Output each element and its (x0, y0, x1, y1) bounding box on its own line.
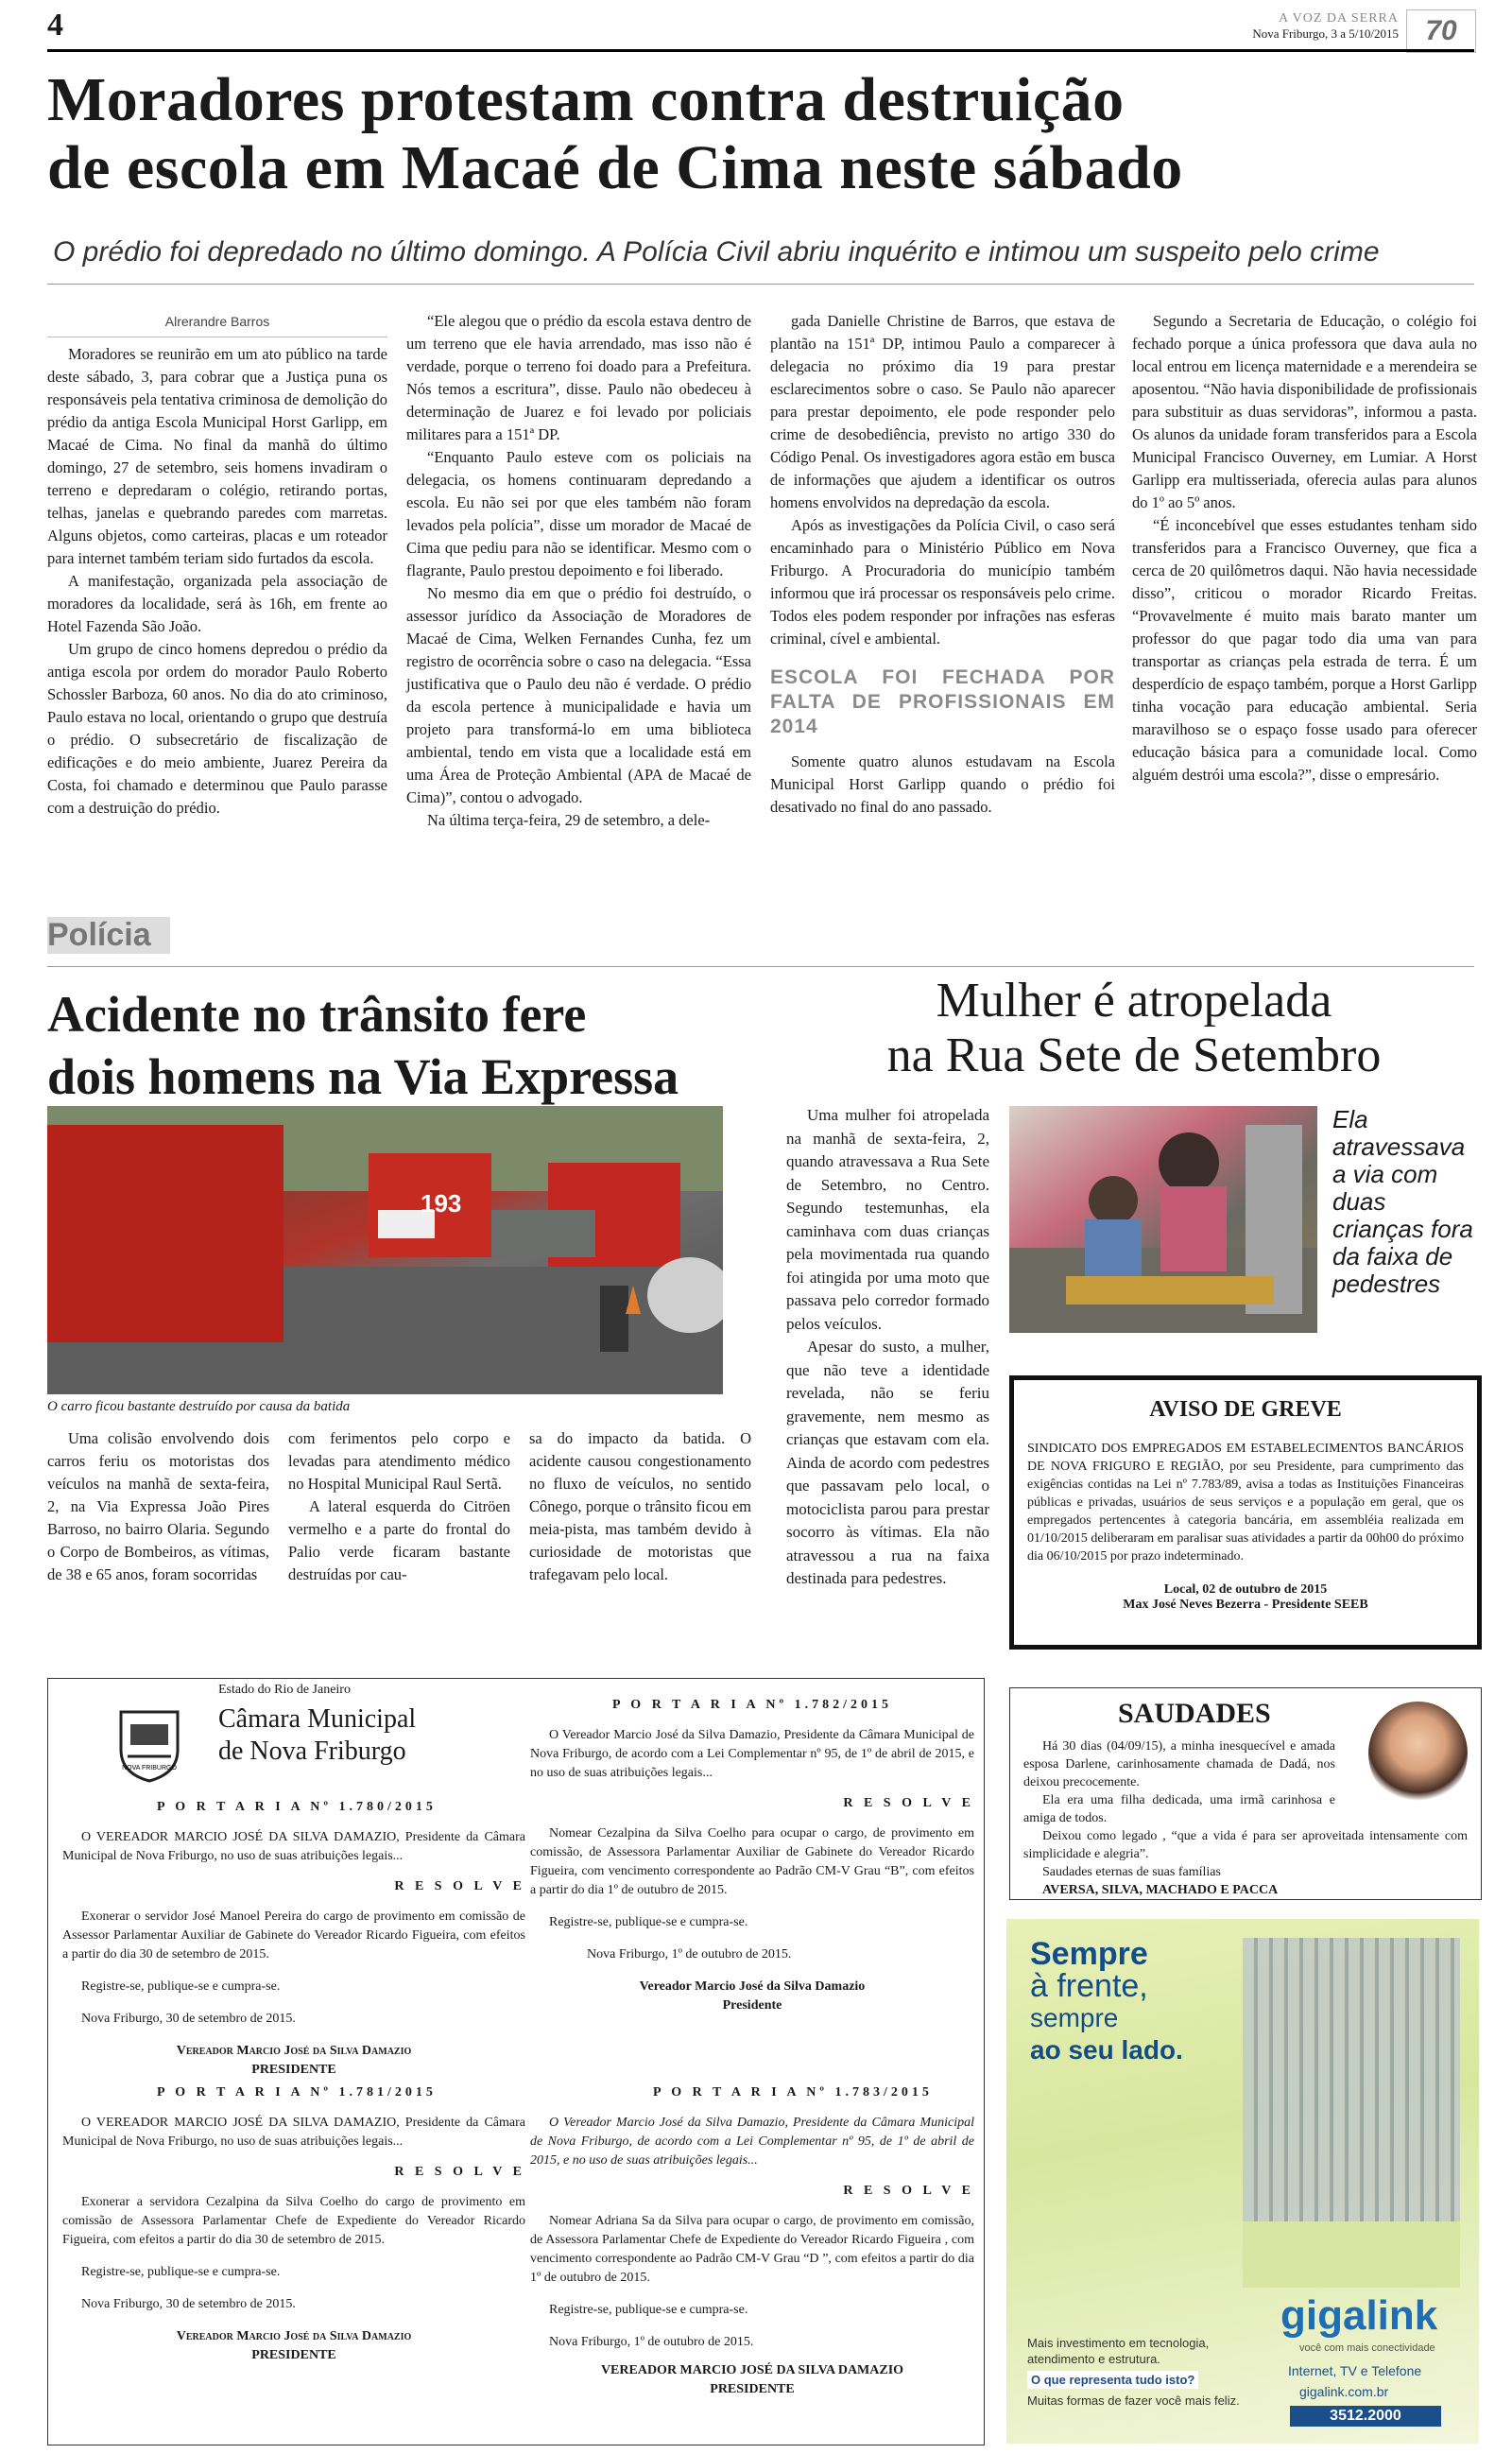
ad-slogan (1030, 1938, 1183, 2066)
state-name: Estado do Rio de Janeiro (218, 1683, 351, 1697)
portaria-1780-body: Exonerar o servidor José Manoel Pereira do cargo de provimento em comissão de Assessor Parlamentar Auxiliar de Gabinete do Vereador Ricardo Figueira, com efeitos a partir do dia 30 de setembro de 2015. (62, 1910, 525, 1961)
strike-notice (1009, 1375, 1482, 1650)
lead-paragraph: “Ele alegou que o prédio da escola estava dentro de um terreno que ele havia arrendado, mas isso não é verdade, porque o terreno foi doado para a Prefeitura. Nós temos a escritura”, disse. Paulo não obedeceu à determinação de Juarez e foi levado por policiais militares para a 151ª DP. (406, 312, 751, 443)
portaria-1783-intro: O Vereador Marcio José da Silva Damazio, Presidente da Câmara Municipal de Nova Friburgo, de acordo com a Lei Complementar nº 95, de 1º de abril de 2015, e no uso de suas atribuições legais... (530, 2116, 974, 2168)
masthead: A VOZ DA SERRA (1279, 11, 1399, 26)
strike-notice-text: SINDICATO DOS EMPREGADOS EM ESTABELECIMENTOS BANCÁRIOS DE NOVA FRIGURO E REGIÃO, por seu Presidente, para cumprimento das exigências contidas na Lei nº 7.783/89, avisa a todas as Instituições Financeiras públicas e privadas, usuários de seus serviços e a população em geral, que os empregados pertencentes à categoria bancária, em assembléia realizada em 01/10/2015 deliberaram em paralisar suas atividades a partir da 00h00 do próximo dia 06/10/2015 por prazo indeterminado. (1027, 1442, 1464, 1564)
portaria-1780-resolve: R E S O L V E (394, 1879, 525, 1893)
portaria-1781-president: PRESIDENTE (251, 2348, 336, 2362)
pedestrian-column (786, 1104, 989, 1591)
ad-grass-image (1243, 2221, 1460, 2288)
ad-brand-logo: gigalink (1280, 2292, 1438, 2339)
strike-notice-signature: Max José Neves Bezerra - Presidente SEEB (1123, 1598, 1368, 1612)
truck-number: 193 (421, 1189, 462, 1218)
pedestrian-paragraph: Apesar do susto, a mulher, que não teve a identidade revelada, não se feriu gravemente, nem mesmo as crianças que estavam com ela. Ainda de acordo com pedestres que passavam pelo local, o motociclista parou para prestar socorro às vítimas. Ela não atravessou a rua na faixa destinada para pedestres. (786, 1338, 989, 1587)
portaria-1782-intro: O Vereador Marcio José da Silva Damazio, Presidente da Câmara Municipal de Nova Friburgo, de acordo com a Lei Complementar nº 95, de 1º de abril de 2015, e no uso de suas atribuições legais... (530, 1728, 974, 1780)
top-rule (47, 49, 1474, 52)
lead-paragraph: “Enquanto Paulo esteve com os policiais na delegacia, os homens continuaram depredando a escola. Eu não sei por que eles também não foram levados pela polícia”, disse um morador de Macaé de Cima que pediu para não se identificar. Mesmo com o flagrante, Paulo prestou depoimento e foi liberado. (406, 448, 751, 579)
portaria-1782-president: Presidente (722, 1998, 782, 2013)
obituary-paragraph: Saudades eternas de suas famílias (1042, 1865, 1221, 1879)
ad-copy-line: Mais investimento em tecnologia, atendimento e estrutura. (1027, 2336, 1210, 2366)
pedestrian-headline (775, 974, 1493, 1083)
lead-paragraph: “É inconcebível que esses estudantes tenham sido transferidos para a Francisco Ouverney, que fica a cerca de 20 quilômetros daqui. Não havia necessidade disso”, criticou o morador Ricardo Freitas. “Provavelmente é muito mais barato manter um professor do que pagar todo dia uma van para transportar as crianças pela estrada de terra. É um desperdício de espaço também, porque a Horst Garlipp tinha vocação para educação ambiental. Seria maravilhoso se o espaço fosse usado para oferecer educação básica para a comunidade local. Como alguém destrói uma escola?”, disse o empresário. (1132, 516, 1477, 784)
ad-copy-line: O que representa tudo isto? (1027, 2371, 1198, 2389)
ad-services: Internet, TV e Telefone (1288, 2363, 1422, 2378)
lead-paragraph: Segundo a Secretaria de Educação, o colégio foi fechado porque a única professora que dava aula no local entrou em licença maternidade e a merendeira se aposentou. “Não havia disponibilidade de profissionais para substituir as duas servidoras”, informou a pasta. Os alunos da unidade foram transferidos para a Escola Municipal Francisco Ouverney, em Lumiar. A Horst Garlipp era multisseriada, oferecia aulas para alunos do 1º ao 5º anos. (1132, 312, 1477, 511)
portaria-1783-body: Nomear Adriana Sa da Silva para ocupar o cargo, de provimento em comissão, de Assessora Parlamentar Chefe de Expediente do Vereador Ricardo Figueira , com vencimento correspondente ao Padrão CM-V Grau “D ”, com efeitos a partir do dia 1º de outubro de 2015. (530, 2214, 974, 2285)
accident-caption: O carro ficou bastante destruído por causa da batida (47, 1399, 351, 1414)
portaria-1781-resolve: R E S O L V E (394, 2165, 525, 2179)
accident-headline-line-2: dois homens na Via Expressa (47, 1048, 679, 1105)
obituary-paragraph: Há 30 dias (04/09/15), a minha inesquecível e amada esposa Darlene, carinhosamente chamada de Dadá, nos deixou precocemente. (1023, 1739, 1335, 1789)
subhead-rule (47, 284, 1474, 285)
strike-notice-title: AVISO DE GREVE (1149, 1397, 1342, 1422)
portaria-1780-date: Nova Friburgo, 30 de setembro de 2015. (81, 2012, 296, 2026)
ad-slogan-line: sempre (1030, 2003, 1119, 2032)
obituary-paragraph: Deixou como legado , “que a vida é para ser aproveitada intensamente com simplicidade e alegria”. (1023, 1829, 1468, 1861)
seal-text: NOVA FRIBURGO (122, 1765, 177, 1771)
portaria-1780-title: P O R T A R I A Nº 1.780/2015 (157, 1800, 437, 1814)
portaria-1780-president: PRESIDENTE (251, 2063, 336, 2077)
byline: Alrerandre Barros (47, 310, 387, 337)
portaria-1783-registre: Registre-se, publique-se e cumpra-se. (549, 2303, 748, 2317)
portaria-1783-title: P O R T A R I A Nº 1.783/2015 (653, 2085, 933, 2100)
portaria-1780-registre: Registre-se, publique-se e cumpra-se. (81, 1979, 281, 1994)
ad-slogan-line: à frente, (1030, 1968, 1148, 2004)
portaria-1783-president: PRESIDENTE (710, 2382, 795, 2396)
portaria-1781-intro: O VEREADOR MARCIO JOSÉ DA SILVA DAMAZIO, Presidente da Câmara Municipal de Nova Friburgo, no uso de suas atribuições legais... (62, 2116, 525, 2149)
ad-phone: 3512.2000 (1290, 2406, 1441, 2427)
lead-paragraph: Um grupo de cinco homens depredou o prédio da antiga escola por ordem do morador Paulo Roberto Schossler Barboza, 60 anos. No dia do ato criminoso, Paulo estava no local, orientando o grupo que destruía o prédio. O subsecretário de fiscalização de edificações e do meio ambiente, Juarez Pereira da Costa, foi chamado e determinou que Paulo parasse com a destruição do prédio. (47, 640, 387, 817)
accident-paragraph: A lateral esquerda do Citröen vermelho e a parte do frontal do Palio verde ficaram bastante destruídas por cau- (288, 1497, 510, 1583)
accident-column-3 (529, 1427, 751, 1586)
accident-headline-line-1: Acidente no trânsito fere (47, 986, 587, 1043)
lead-column-4 (1132, 310, 1477, 786)
obituary-photo (1368, 1702, 1468, 1806)
portaria-1781-signer: Vereador Marcio José da Silva Damazio (176, 2329, 412, 2343)
ad-copy-line: Muitas formas de fazer você mais feliz. (1027, 2394, 1240, 2408)
portaria-1780 (62, 1800, 525, 2080)
ad-slogan-line: ao seu lado. (1030, 2035, 1183, 2065)
accident-paragraph: Uma colisão envolvendo dois carros feriu os motoristas dos veículos na manhã de sexta-feira, 2, na Via Expressa João Pires Barroso, no bairro Olaria. Segundo o Corpo de Bombeiros, as vítimas, de 38 e 65 anos, foram socorridas (47, 1429, 269, 1583)
portaria-1782-registre: Registre-se, publique-se e cumpra-se. (549, 1915, 748, 1929)
chamber-name-line-2: de Nova Friburgo (218, 1737, 406, 1766)
pedestrian-headline-line-2: na Rua Sete de Setembro (886, 1028, 1382, 1082)
ad-slogan-line: Sempre (1030, 1936, 1148, 1972)
portaria-1783-date: Nova Friburgo, 1º de outubro de 2015. (549, 2335, 754, 2349)
portaria-1783-resolve: R E S O L V E (843, 2184, 974, 2198)
lead-paragraph: No mesmo dia em que o prédio foi destruído, o assessor jurídico da Associação de Moradores de Macaé de Cima, Welken Fernandes Cunha, fez um registro de ocorrência sobre o caso na delegacia. “Essa justificativa que o Paulo deu não é verdade. O prédio da escola pertence à municipalidade e havia um projeto para transformá-lo em uma biblioteca ambiental, tendo em vista que a localidade está em uma Área de Proteção Ambiental (APA de Macaé de Cima)”, contou o advogado. (406, 584, 751, 806)
ad-copy (1027, 2335, 1254, 2409)
accident-photo-art (47, 1106, 723, 1394)
pedestrian-paragraph: Uma mulher foi atropelada na manhã de sexta-feira, 2, quando atravessava a Rua Sete de Setembro, no Centro. Segundo testemunhas, ela caminhava com duas crianças pela movimentada rua quando foi atingida por uma moto que passava pelo corredor formado pelos veículos. (786, 1106, 989, 1333)
portaria-1783 (530, 2085, 974, 2399)
ad-site-link[interactable]: gigalink.com.br (1299, 2384, 1389, 2399)
portaria-1782-title: P O R T A R I A Nº 1.782/2015 (612, 1698, 892, 1712)
accident-photo (47, 1106, 723, 1394)
ad-tagline: você com mais conectividade (1299, 2342, 1435, 2354)
pedestrian-caption: Ela atravessava a via com duas crianças fora da faixa de pedestres (1332, 1105, 1473, 1298)
accident-headline (47, 983, 765, 1108)
lead-column-3 (770, 310, 1115, 819)
accident-paragraph: sa do impacto da batida. O acidente causou congestionamento no fluxo de veículos, no sentido Cônego, porque o trânsito ficou em meia-pista, mas também devido à curiosidade de motoristas que trafegavam pelo local. (529, 1429, 751, 1583)
portaria-1781-registre: Registre-se, publique-se e cumpra-se. (81, 2265, 281, 2279)
lead-headline-line-1: Moradores protestam contra destruição (47, 65, 1125, 134)
pedestrian-headline-line-1: Mulher é atropelada (936, 974, 1332, 1028)
lead-paragraph: Moradores se reunirão em um ato público na tarde deste sábado, 3, para cobrar que a Justiça puna os responsáveis pela tentativa criminosa de demolição do prédio da antiga Escola Municipal Horst Garlipp, em Macaé de Cima. No final da manhã do último domingo, 27 de setembro, seis homens invadiram o terreno e depredaram o colégio, retirando portas, telhas, janelas e quebrando paredes com marretas. Alguns objetos, como carteiras, placas e um roteador para internet também teriam sido furtados da escola. (47, 345, 387, 567)
strike-notice-place: Local, 02 de outubro de 2015 (1163, 1582, 1328, 1597)
lead-column-1 (47, 310, 387, 820)
section-label: Polícia (47, 917, 170, 954)
portaria-1780-intro: O VEREADOR MARCIO JOSÉ DA SILVA DAMAZIO, Presidente da Câmara Municipal de Nova Friburgo, no uso de suas atribuições legais... (62, 1830, 525, 1863)
chamber-name-line-1: Câmara Municipal (218, 1704, 417, 1734)
obituary-paragraph: Ela era uma filha dedicada, uma irmã carinhosa e amiga de todos. (1023, 1793, 1335, 1825)
accident-paragraph: com ferimentos pelo corpo e levadas para atendimento médico no Hospital Municipal Raul Sertã. (288, 1429, 510, 1493)
page-number: 4 (47, 8, 63, 43)
obituary-box (1009, 1687, 1482, 1900)
portaria-1781-date: Nova Friburgo, 30 de setembro de 2015. (81, 2297, 296, 2311)
anniversary-logo: 70 (1406, 9, 1476, 53)
lead-paragraph: Na última terça-feira, 29 de setembro, a dele- (427, 811, 711, 829)
accident-column-1 (47, 1427, 269, 1586)
portaria-1782-body: Nomear Cezalpina da Silva Coelho para ocupar o cargo, de provimento em comissão, de Assessora Parlamentar Auxiliar de Gabinete do Vereador Ricardo Figueira, com vencimento correspondente ao Padrão CM-V Grau “B”, com efeitos a partir do dia 1º de outubro de 2015. (530, 1826, 974, 1897)
lead-paragraph: Somente quatro alunos estudavam na Escola Municipal Horst Garlipp quando o prédio foi desativado no final do ano passado. (770, 752, 1115, 816)
city-seal-icon (116, 1707, 182, 1783)
chamber-name (218, 1703, 416, 1768)
ad-server-image (1243, 1938, 1460, 2221)
portaria-1782 (530, 1698, 974, 2015)
portaria-1782-resolve: R E S O L V E (843, 1796, 974, 1810)
lead-paragraph: gada Danielle Christine de Barros, que estava de plantão na 151ª DP, intimou Paulo a comparecer à delegacia no próximo dia 19 para prestar esclarecimentos sobre o caso. Se Paulo não aparecer para prestar depoimento, ele pode responder pelo crime de desobediência, previsto no artigo 330 do Código Penal. Os investigadores agora estão em busca de informações que ajudem a identificar os outros homens envolvidos na depredação da escola. (770, 312, 1115, 511)
portaria-1782-signer: Vereador Marcio José da Silva Damazio (639, 1979, 866, 1994)
issue-date: Nova Friburgo, 3 a 5/10/2015 (1252, 26, 1399, 41)
portaria-1780-signer: Vereador Marcio José da Silva Damazio (176, 2044, 412, 2058)
pedestrian-photo (1009, 1106, 1317, 1333)
pedestrian-photo-art (1009, 1106, 1317, 1333)
accident-column-2 (288, 1427, 510, 1586)
lead-subhead: O prédio foi depredado no último domingo. A Polícia Civil abriu inquérito e intimou um suspeito pelo crime (53, 236, 1380, 268)
lead-headline-line-2: de escola em Macaé de Cima neste sábado (47, 133, 1183, 202)
lead-column-2 (406, 310, 751, 832)
lead-headline (47, 66, 1484, 202)
obituary-title: SAUDADES (1118, 1698, 1271, 1729)
lead-paragraph: Após as investigações da Polícia Civil, o caso será encaminhado para o Ministério Público em Nova Friburgo. A Procuradoria do município também informou que irá processar os responsáveis pelo crime. Todos eles podem responder por infrações nas esferas criminal, cível e ambiental. (770, 516, 1115, 648)
section-rule (47, 966, 1474, 967)
lead-paragraph: A manifestação, organizada pela associação de moradores da localidade, será às 16h, em frente ao Hotel Fazenda São João. (47, 572, 387, 635)
portaria-1781 (62, 2085, 525, 2365)
portaria-1781-title: P O R T A R I A Nº 1.781/2015 (157, 2085, 437, 2100)
portaria-1782-date: Nova Friburgo, 1º de outubro de 2015. (587, 1947, 792, 1961)
gigalink-ad[interactable] (1006, 1919, 1479, 2444)
portaria-1783-signer: VEREADOR MARCIO JOSÉ DA SILVA DAMAZIO (600, 2363, 904, 2377)
portaria-1781-body: Exonerar a servidora Cezalpina da Silva Coelho do cargo de provimento em comissão de Assessora Parlamentar Chefe de Expediente do Vereador Ricardo Figueira, com efeitos a partir do dia 30 de setembro de 2015. (62, 2195, 525, 2247)
intertitle: ESCOLA FOI FECHADA POR FALTA DE PROFISSIONAIS EM 2014 (770, 666, 1115, 737)
obituary-families: AVERSA, SILVA, MACHADO E PACCA (1042, 1883, 1279, 1897)
legal-notices-box (47, 1678, 985, 2445)
